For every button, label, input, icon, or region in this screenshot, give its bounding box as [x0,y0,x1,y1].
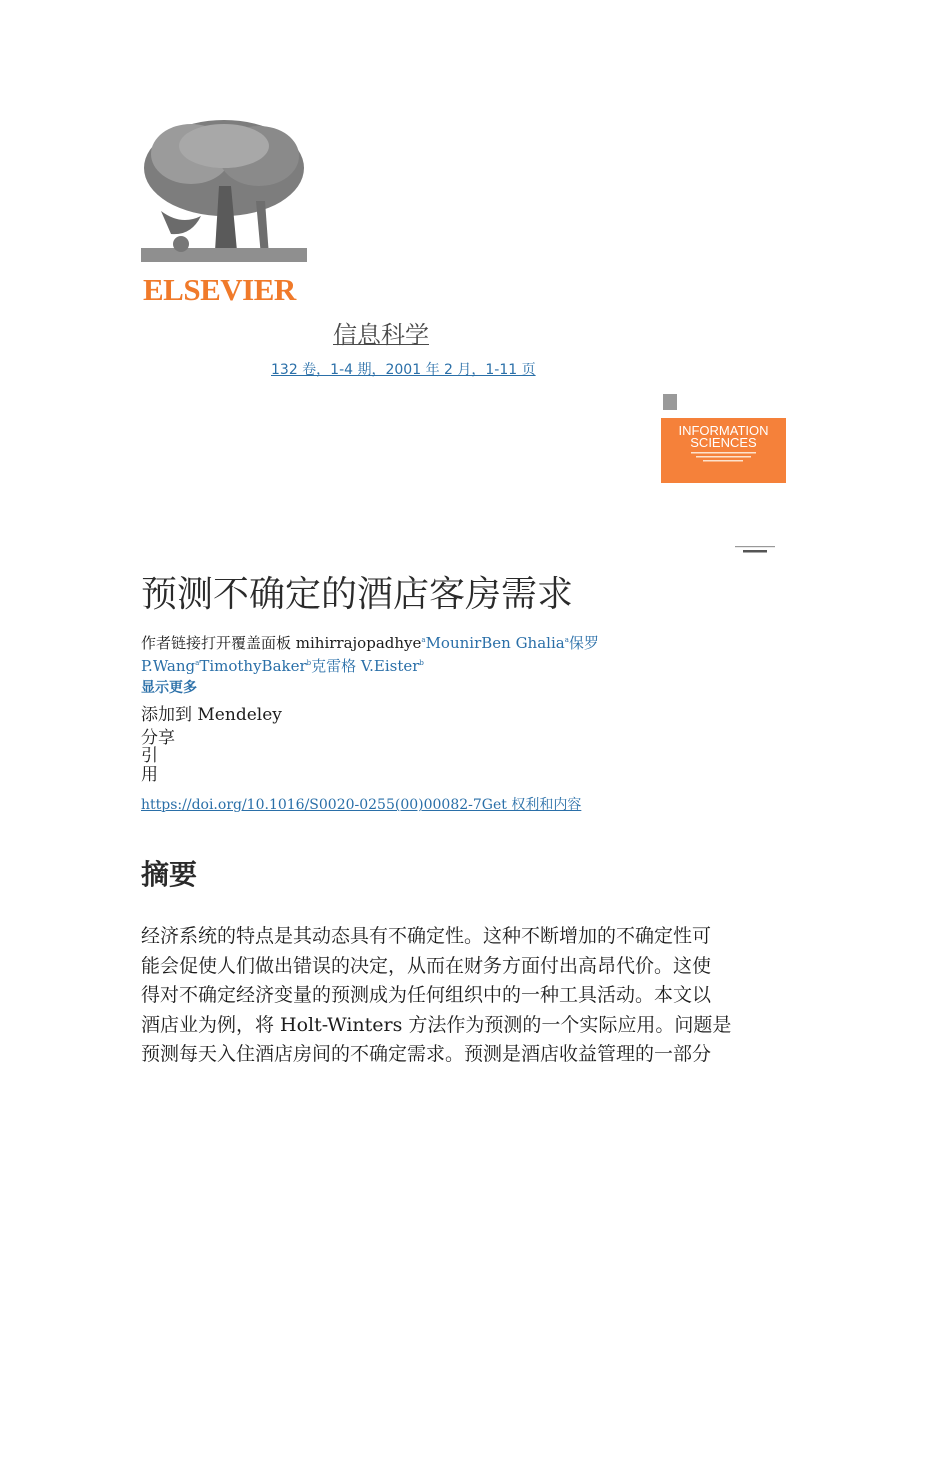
journal-title-link[interactable]: 信息科学 [333,321,429,349]
author-sup: a [564,636,569,644]
abstract-line: 经济系统的特点是其动态具有不确定性。这种不断增加的不确定性可 [141,925,712,947]
cover-title-line2: SCIENCES [690,435,757,450]
cover-subtitle-lines [691,452,756,462]
journal-cover-image[interactable] [661,392,786,483]
author-link[interactable]: 克雷格 V.Eister [311,657,420,675]
abstract-body [141,922,791,1070]
article-title: 预测不确定的酒店客房需求 [141,574,574,615]
author-link[interactable]: 保罗 P.Wang [141,634,599,675]
cover-mini-logo-icon [663,394,677,410]
elsevier-logo[interactable] [141,116,307,306]
author-link[interactable]: TimothyBaker [199,657,307,675]
abstract-line: 酒店业为例，将 Holt-Winters 方法作为预测的一个实际应用。问题是 [141,1013,732,1036]
elsevier-wordmark: ELSEVIER [143,272,296,307]
author-link[interactable]: MounirBen Ghalia [425,634,565,652]
show-more-button[interactable]: 显示更多 [141,680,197,696]
cite-button-line1[interactable]: 引 [141,746,158,766]
tree-logo-icon [141,116,307,266]
author-list [141,630,611,676]
abstract-heading: 摘要 [141,858,198,891]
author-sup: a [195,659,200,667]
doi-rights-link[interactable]: https://doi.org/10.1016/S0020-0255(00)00082-7Get 权利和内容 [141,797,582,813]
authors-prefix: 作者链接打开覆盖面板 mihirrajopadhye [141,634,422,652]
add-to-mendeley-button[interactable]: 添加到 Mendeley [141,705,282,725]
cite-button-line2[interactable]: 用 [141,765,158,785]
author-sup: b [419,659,424,667]
cover-title-line1: INFORMATION [678,423,769,438]
share-button[interactable]: 分享 [141,728,175,748]
abstract-line: 得对不确定经济变量的预测成为任何组织中的一种工具活动。本文以 [141,984,712,1006]
barcode-icon [735,546,775,554]
author-sup: b [306,659,312,667]
cover-header [661,392,786,418]
abstract-line: 能会促使人们做出错误的决定，从而在财务方面付出高昂代价。这使 [141,954,712,977]
author-sup: a [421,636,426,644]
abstract-line: 预测每天入住酒店房间的不确定需求。预测是酒店收益管理的一部分 [141,1043,712,1065]
volume-issue-link[interactable]: 132 卷，1-4 期，2001 年 2 月，1-11 页 [271,362,536,378]
